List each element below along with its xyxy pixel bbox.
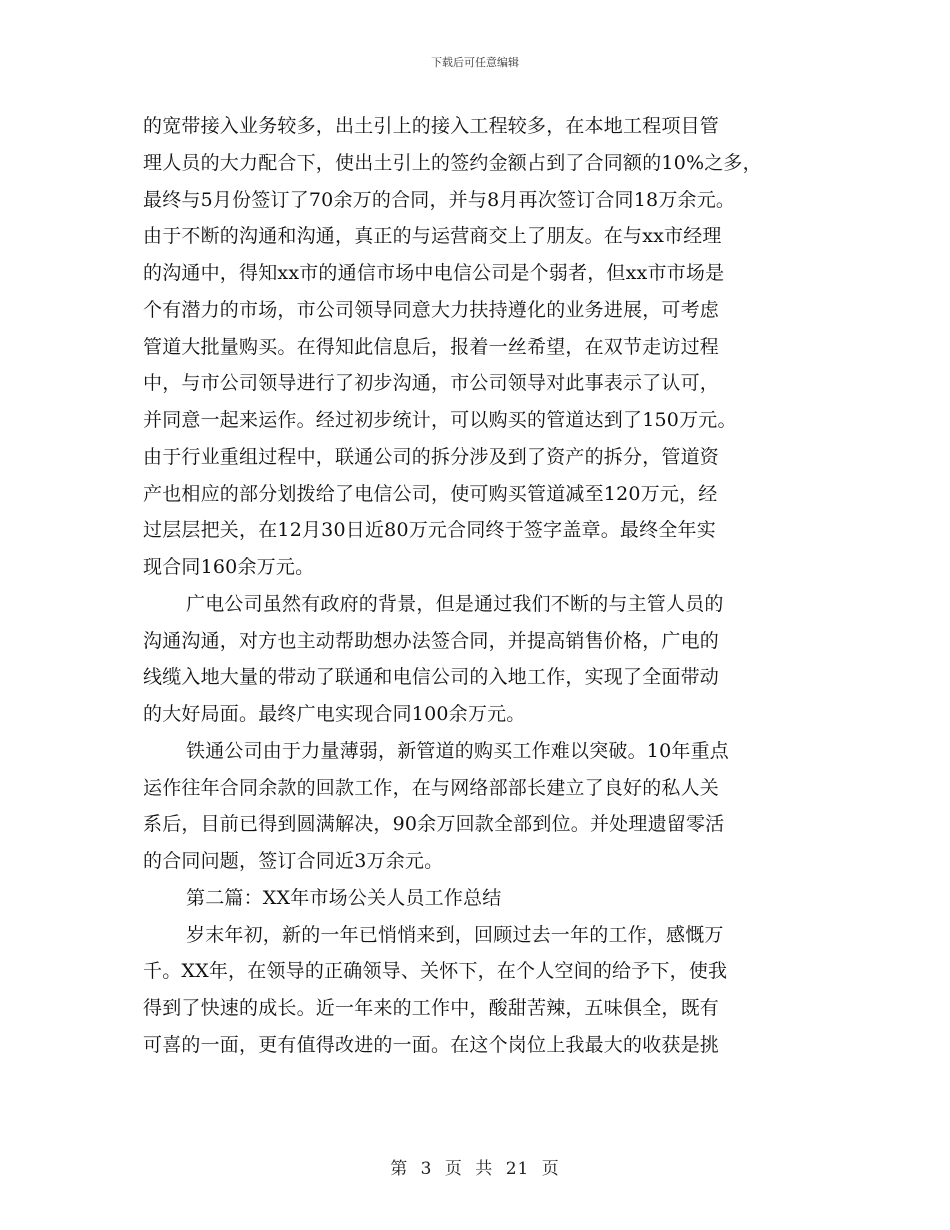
section-heading: 第二篇：XX年市场公关人员工作总结 (186, 886, 502, 909)
text-line: 理人员的大力配合下，使出土引上的签约金额占到了合同额的10%之多， (143, 151, 762, 174)
page-header-note: 下载后可任意编辑 (431, 56, 519, 69)
text-line: 由于不断的沟通和沟通，真正的与运营商交上了朋友。在与xx市经理 (143, 225, 722, 248)
paragraph-start-line: 广电公司虽然有政府的背景，但是通过我们不断的与主管人员的 (186, 592, 724, 615)
text-line: 产也相应的部分划拨给了电信公司，使可购买管道减至120万元，经 (143, 482, 718, 505)
text-line: 系后，目前已得到圆满解决，90余万回款全部到位。并处理遗留零活 (143, 813, 725, 836)
text-line: 千。XX年，在领导的正确领导、关怀下，在个人空间的给予下，使我 (143, 960, 728, 983)
text-line: 运作往年合同余款的回款工作，在与网络部部长建立了良好的私人关 (143, 776, 720, 799)
text-line: 的合同问题，签订合同近3万余元。 (143, 850, 444, 872)
text-line: 管道大批量购买。在得知此信息后，报着一丝希望，在双节走访过程 (143, 335, 720, 358)
text-line: 最终与5月份签订了70余万的合同，并与8月再次签订合同18万余元。 (143, 188, 736, 211)
text-line: 线缆入地大量的带动了联通和电信公司的入地工作，实现了全面带动 (143, 666, 720, 689)
text-line: 得到了快速的成长。近一年来的工作中，酸甜苦辣，五味俱全，既有 (143, 997, 720, 1019)
text-line: 中，与市公司领导进行了初步沟通，市公司领导对此事表示了认可， (143, 372, 720, 395)
text-line: 过层层把关，在12月30日近80万元合同终于签字盖章。最终全年实 (143, 519, 716, 542)
text-line: 由于行业重组过程中，联通公司的拆分涉及到了资产的拆分，管道资 (143, 445, 720, 468)
text-line: 的沟通中，得知xx市的通信市场中电信公司是个弱者，但xx市市场是 (143, 262, 725, 284)
page-number-footer: 第 3 页 共 21 页 (390, 1159, 560, 1179)
text-line: 沟通沟通，对方也主动帮助想办法签合同，并提高销售价格，广电的 (143, 629, 720, 652)
paragraph-start-line: 铁通公司由于力量薄弱，新管道的购买工作难以突破。10年重点 (186, 739, 729, 762)
paragraph-start-line: 岁末年初，新的一年已悄悄来到，回顾过去一年的工作，感慨万 (186, 923, 724, 946)
text-line: 的宽带接入业务较多，出土引上的接入工程较多，在本地工程项目管 (143, 115, 720, 137)
text-line: 可喜的一面，更有值得改进的一面。在这个岗位上我最大的收获是挑 (143, 1033, 720, 1056)
text-line: 个有潜力的市场，市公司领导同意大力扶持遵化的业务进展，可考虑 (143, 298, 720, 321)
text-line: 并同意一起来运作。经过初步统计，可以购买的管道达到了150万元。 (143, 409, 737, 431)
text-line: 现合同160余万元。 (143, 556, 315, 578)
text-line: 的大好局面。最终广电实现合同100余万元。 (143, 703, 526, 725)
document-body (143, 108, 813, 1064)
